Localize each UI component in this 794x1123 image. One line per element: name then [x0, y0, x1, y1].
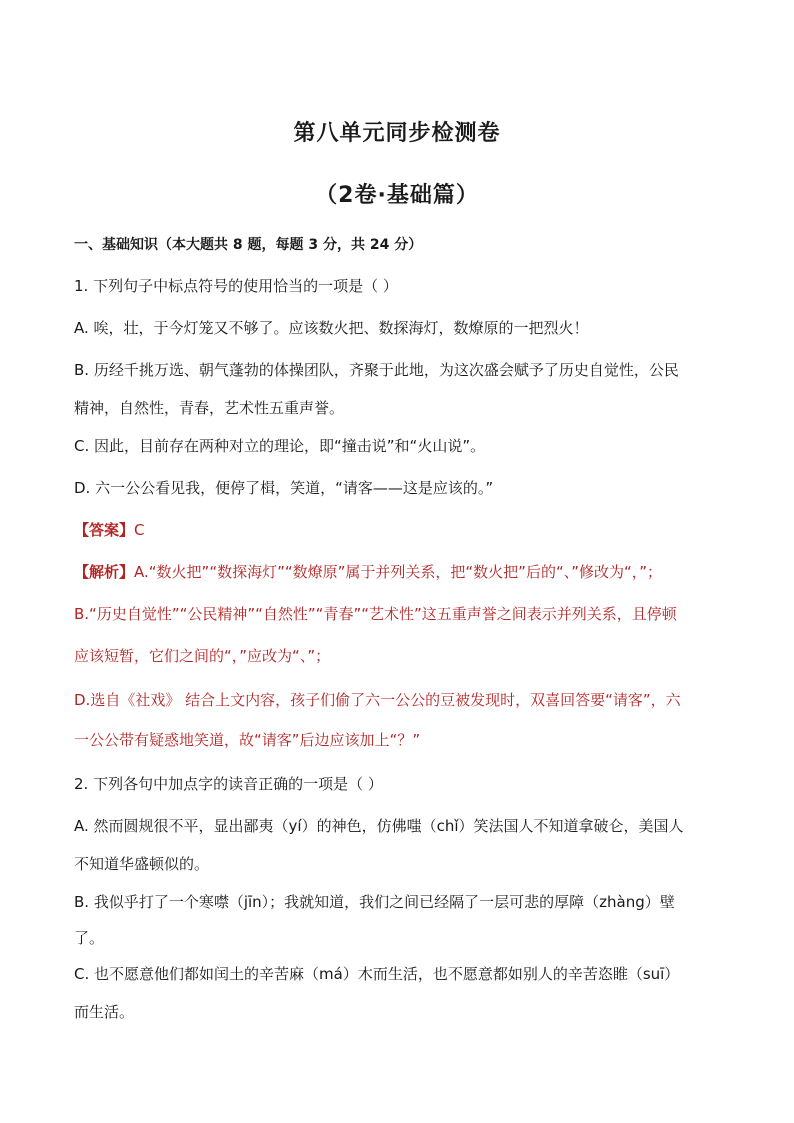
- question-1-option-a: A. 唉，壮，于今灯笼又不够了。应该数火把、数探海灯，数燎原的一把烈火！: [74, 319, 589, 337]
- answer-line: [74, 520, 734, 540]
- question-2-option-c-line1: C. 也不愿意他们都如闰土的辛苦麻（má）木而生活，也不愿意都如别人的辛苦恣睢（suī）: [74, 965, 680, 983]
- page-title: 第八单元同步检测卷: [293, 121, 501, 146]
- question-1-option-d: D. 六一公公看见我，便停了楫，笑道，“请客——这是应该的。”: [74, 479, 494, 497]
- question-2-option-c-line2: 而生活。: [74, 1003, 135, 1021]
- section-header: 一、基础知识（本大题共 8 题，每题 3 分，共 24 分）: [74, 237, 423, 253]
- question-1-option-b-line1: B. 历经千挑万选、朝气蓬勃的体操团队，齐聚于此地，为这次盛会赋予了历史自觉性，公民: [74, 361, 679, 379]
- question-2-option-b-line2: 了。: [74, 929, 105, 947]
- analysis-line-1: [74, 562, 734, 582]
- question-1-stem: 1. 下列句子中标点符号的使用恰当的一项是（ ）: [74, 277, 398, 295]
- answer-value: C: [134, 521, 145, 539]
- answer-label: 【答案】: [74, 521, 135, 539]
- question-2-stem: 2. 下列各句中加点字的读音正确的一项是（ ）: [74, 775, 383, 793]
- question-1-option-c: C. 因此，目前存在两种对立的理论，即“撞击说”和“火山说”。: [74, 437, 486, 455]
- page-subtitle: （2卷·基础篇）: [315, 183, 479, 208]
- question-2-option-b-line1: B. 我似乎打了一个寒噤（jīn）；我就知道，我们之间已经隔了一层可悲的厚障（zhàng）壁: [74, 893, 675, 911]
- analysis-line-3: 应该短暂，它们之间的“，”应改为“、”；: [74, 647, 331, 665]
- question-1-option-b-line2: 精神，自然性，青春，艺术性五重声誉。: [74, 399, 345, 417]
- analysis-line-2: B.“历史自觉性”“公民精神”“自然性”“青春”“艺术性”这五重声誉之间表示并列关系，且停顿: [74, 605, 677, 623]
- analysis-line-5: 一公公带有疑惑地笑道，故“请客”后边应该加上“？”: [74, 731, 421, 749]
- question-2-option-a-line2: 不知道华盛顿似的。: [74, 855, 210, 873]
- analysis-text-1: A.“数火把”“数探海灯”“数燎原”属于并列关系，把“数火把”后的“、”修改为“，”；: [134, 563, 663, 581]
- analysis-label: 【解析】: [74, 563, 135, 581]
- analysis-line-4: D.选自《社戏》 结合上文内容，孩子们偷了六一公公的豆被发现时，双喜回答要“请客”，六: [74, 691, 681, 709]
- question-2-option-a-line1: A. 然而圆规很不平，显出鄙夷（yí）的神色，仿佛嗤（chǐ）笑法国人不知道拿破仑，美国人: [74, 817, 684, 835]
